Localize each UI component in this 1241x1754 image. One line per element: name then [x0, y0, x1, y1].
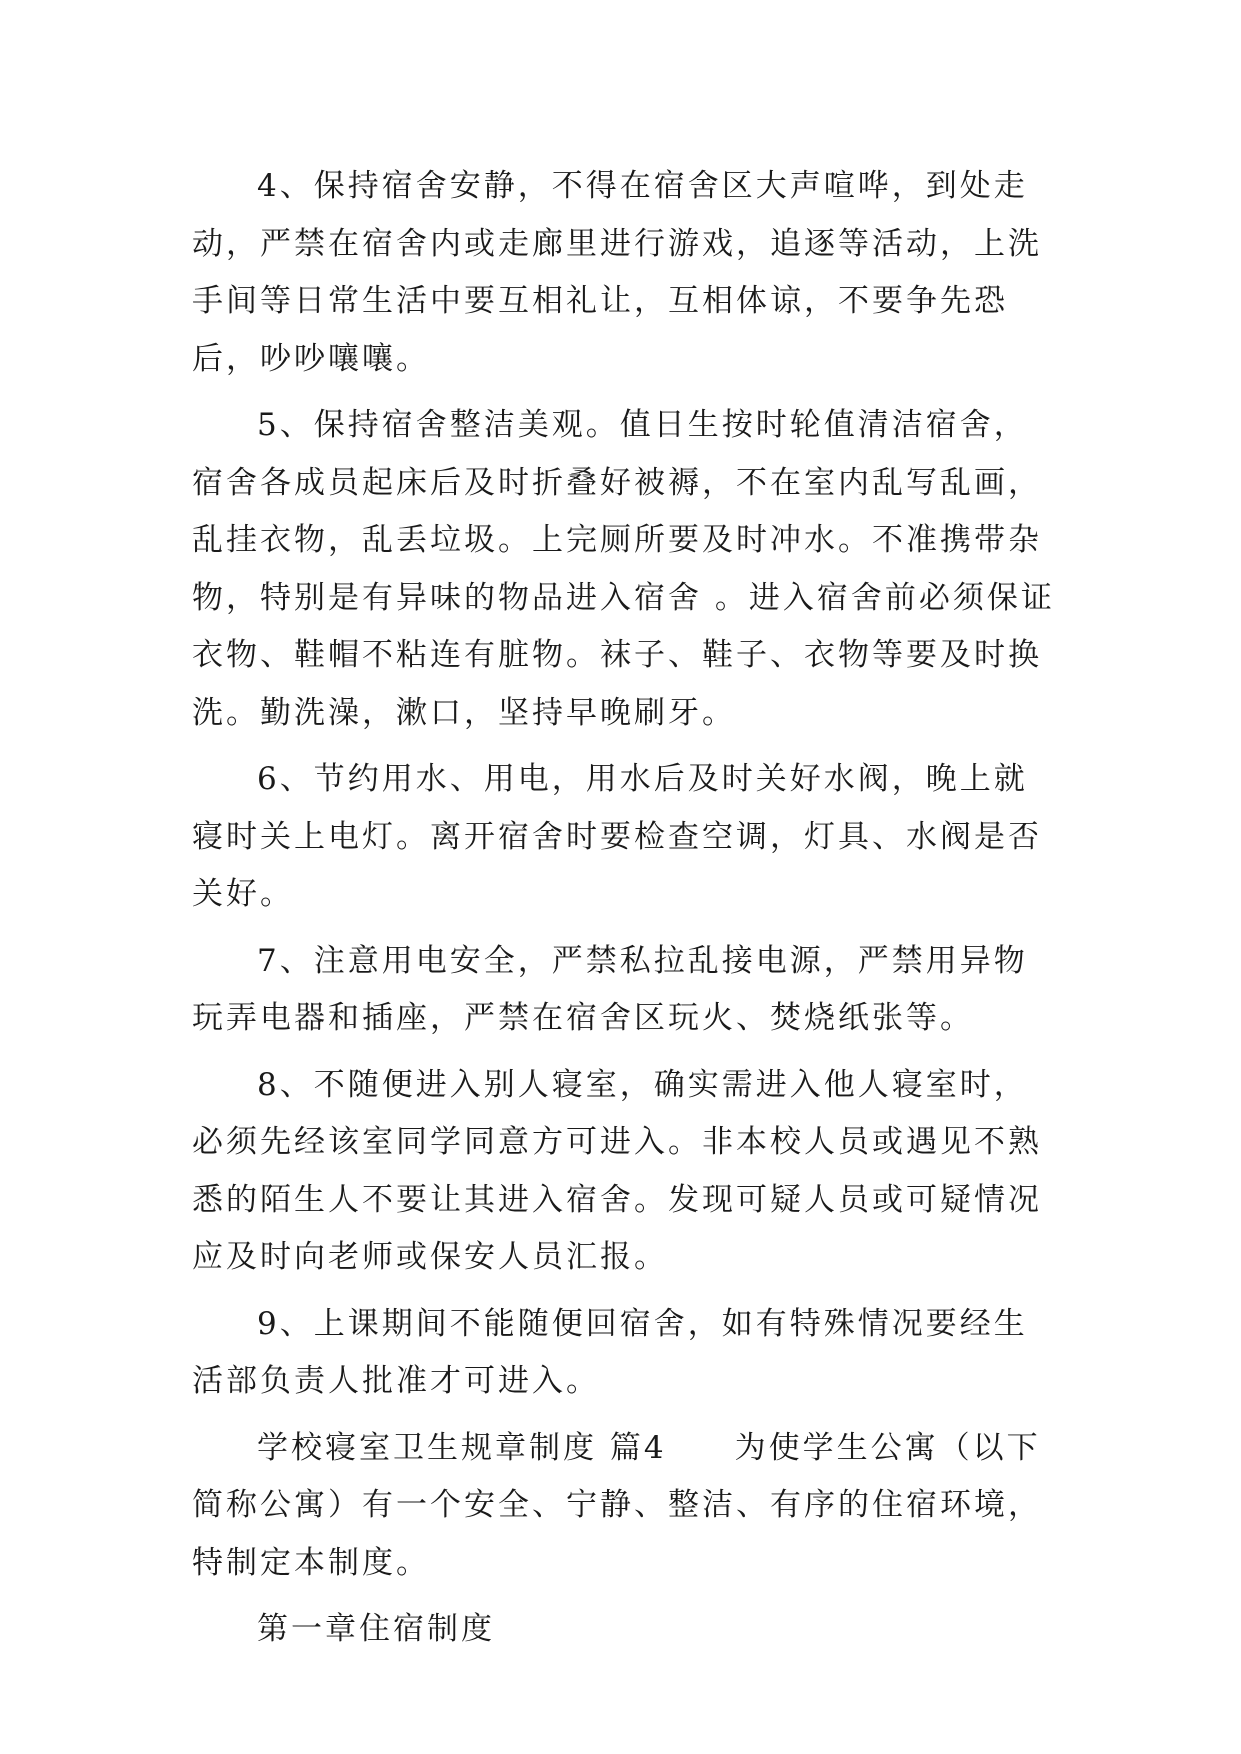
paragraph-section-intro: 学校寝室卫生规章制度 篇4 为使学生公寓（以下简称公寓）有一个安全、宁静、整洁、有序的住宿环境，特制定本制度。	[192, 1429, 1042, 1581]
paragraph-rule-4: 4、保持宿舍安静，不得在宿舍区大声喧哗，到处走动，严禁在宿舍内或走廊里进行游戏，追逐等活动，上洗手间等日常生活中要互相礼让，互相体谅，不要争先恐后，吵吵嚷嚷。	[192, 168, 1042, 377]
document-body	[192, 158, 1057, 1668]
paragraph-rule-7: 7、注意用电安全，严禁私拉乱接电源，严禁用异物玩弄电器和插座，严禁在宿舍区玩火、焚烧纸张等。	[192, 942, 1028, 1036]
paragraph-rule-8: 8、不随便进入别人寝室，确实需进入他人寝室时，必须先经该室同学同意方可进入。非本校人员或遇见不熟悉的陌生人不要让其进入宿舍。发现可疑人员或可疑情况应及时向老师或保安人员汇报。	[192, 1066, 1042, 1275]
paragraph-rule-9: 9、上课期间不能随便回宿舍，如有特殊情况要经生活部负责人批准才可进入。	[192, 1305, 1028, 1399]
paragraph-rule-5: 5、保持宿舍整洁美观。值日生按时轮值清洁宿舍，宿舍各成员起床后及时折叠好被褥，不在室内乱写乱画，乱挂衣物，乱丢垃圾。上完厕所要及时冲水。不准携带杂物，特别是有异味的物品进入宿舍 。进入宿舍前必须保证衣物、鞋帽不粘连有脏物。袜子、鞋子、衣物等要及时换洗。勤洗澡，漱口，坚持早晚刷牙。	[192, 407, 1055, 731]
chapter-heading: 第一章住宿制度	[257, 1611, 495, 1647]
paragraph-rule-6: 6、节约用水、用电，用水后及时关好水阀，晚上就寝时关上电灯。离开宿舍时要检查空调，灯具、水阀是否关好。	[192, 761, 1042, 912]
